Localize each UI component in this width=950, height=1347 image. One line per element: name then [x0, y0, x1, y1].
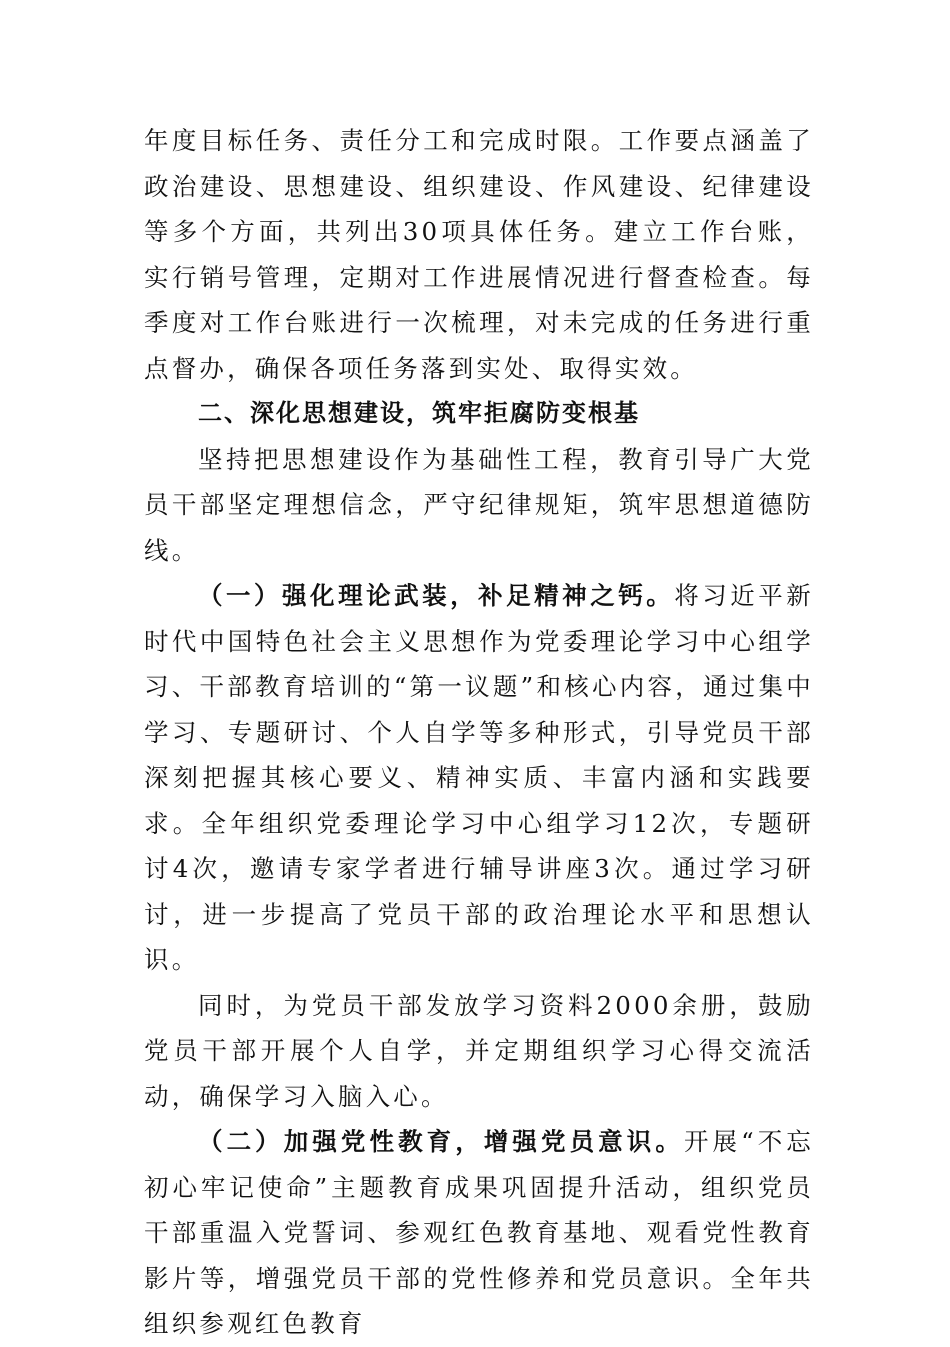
document-page: [144, 118, 814, 1347]
paragraph-study-materials: 同时，为党员干部发放学习资料2000余册，鼓励党员干部开展个人自学，并定期组织学习心得交流活动，确保学习入脑入心。: [144, 990, 814, 1111]
paragraph-task-summary: 年度目标任务、责任分工和完成时限。工作要点涵盖了政治建设、思想建设、组织建设、作风建设、纪律建设等多个方面，共列出30项具体任务。建立工作台账，实行销号管理，定期对工作进展情况进行督查检查。每季度对工作台账进行一次梳理，对未完成的任务进行重点督办，确保各项任务落到实处、取得实效。: [144, 126, 814, 383]
paragraph-ideological-intro: 坚持把思想建设作为基础性工程，教育引导广大党员干部坚定理想信念，严守纪律规矩，筑牢思想道德防线。: [144, 444, 814, 565]
paragraph-party-education: [144, 1119, 814, 1347]
subheading-2-body: 开展“不忘初心牢记使命”主题教育成果巩固提升活动，组织党员干部重温入党誓词、参观红色教育基地、观看党性教育影片等，增强党员干部的党性修养和党员意识。全年共组织参观红色教育: [144, 1127, 814, 1338]
section-heading-2: 二、深化思想建设，筑牢拒腐防变根基: [198, 399, 640, 427]
subheading-1: （一）强化理论武装，补足精神之钙。: [198, 581, 675, 610]
subheading-2: （二）加强党性教育，增强党员意识。: [198, 1127, 684, 1156]
paragraph-theory-study: [144, 573, 814, 983]
subheading-1-body: 将习近平新时代中国特色社会主义思想作为党委理论学习中心组学习、干部教育培训的“第一议题”和核心内容，通过集中学习、专题研讨、个人自学等多种形式，引导党员干部深刻把握其核心要义、精神实质、丰富内涵和实践要求。全年组织党委理论学习中心组学习12次，专题研讨4次，邀请专家学者进行辅导讲座3次。通过学习研讨，进一步提高了党员干部的政治理论水平和思想认识。: [144, 581, 815, 974]
